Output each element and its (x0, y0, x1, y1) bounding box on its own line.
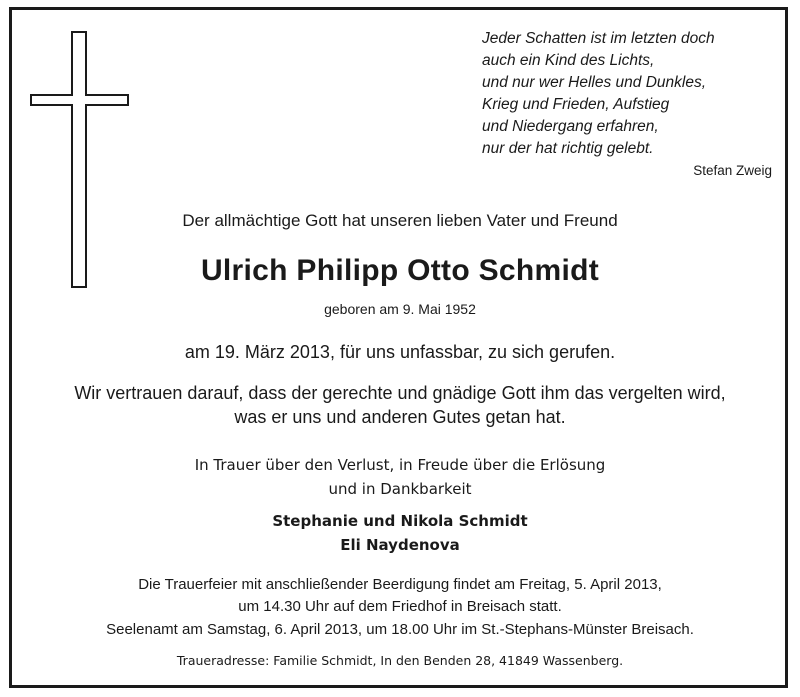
death-date-text: am 19. März 2013, für uns unfassbar, zu sich gerufen. (184, 342, 616, 362)
faith-statement-line: Wir vertrauen darauf, dass der gerechte und gnädige Gott ihm das vergelten wird, (74, 383, 726, 403)
poem-line: und nur wer Helles und Dunkles, (482, 74, 707, 91)
funeral-info-line: um 14.30 Uhr auf dem Friedhof in Breisach statt. (238, 598, 562, 615)
poem-line: Krieg und Frieden, Aufstieg (482, 96, 670, 113)
poem-author: Stefan Zweig (693, 163, 772, 178)
intro-text: Der allmächtige Gott hat unseren lieben Vater und Freund (182, 211, 618, 230)
mourning-address: Traueradresse: Familie Schmidt, In den Benden 28, 41849 Wassenberg. (176, 653, 624, 668)
funeral-info-line: Die Trauerfeier mit anschließender Beerdigung findet am Freitag, 5. April 2013, (138, 576, 662, 593)
birth-date: geboren am 9. Mai 1952 (324, 301, 476, 317)
mourning-line: und in Dankbarkeit (328, 480, 472, 498)
mourning-line: In Trauer über den Verlust, in Freude über die Erlösung (194, 456, 606, 474)
funeral-info-line: Seelenamt am Samstag, 6. April 2013, um 18.00 Uhr im St.-Stephans-Münster Breisach. (106, 621, 694, 638)
faith-statement-line: was er uns und anderen Gutes getan hat. (234, 407, 566, 427)
poem-quote (482, 28, 772, 182)
poem-line: nur der hat richtig gelebt. (482, 140, 654, 157)
deceased-name: Ulrich Philipp Otto Schmidt (200, 254, 600, 287)
latin-cross-icon (29, 31, 130, 288)
poem-line: auch ein Kind des Lichts, (482, 52, 655, 69)
mourner-name: Eli Naydenova (340, 536, 460, 554)
mourner-name: Stephanie und Nikola Schmidt (272, 512, 528, 530)
poem-line: und Niedergang erfahren, (482, 118, 659, 135)
poem-line: Jeder Schatten ist im letzten doch (482, 30, 715, 47)
